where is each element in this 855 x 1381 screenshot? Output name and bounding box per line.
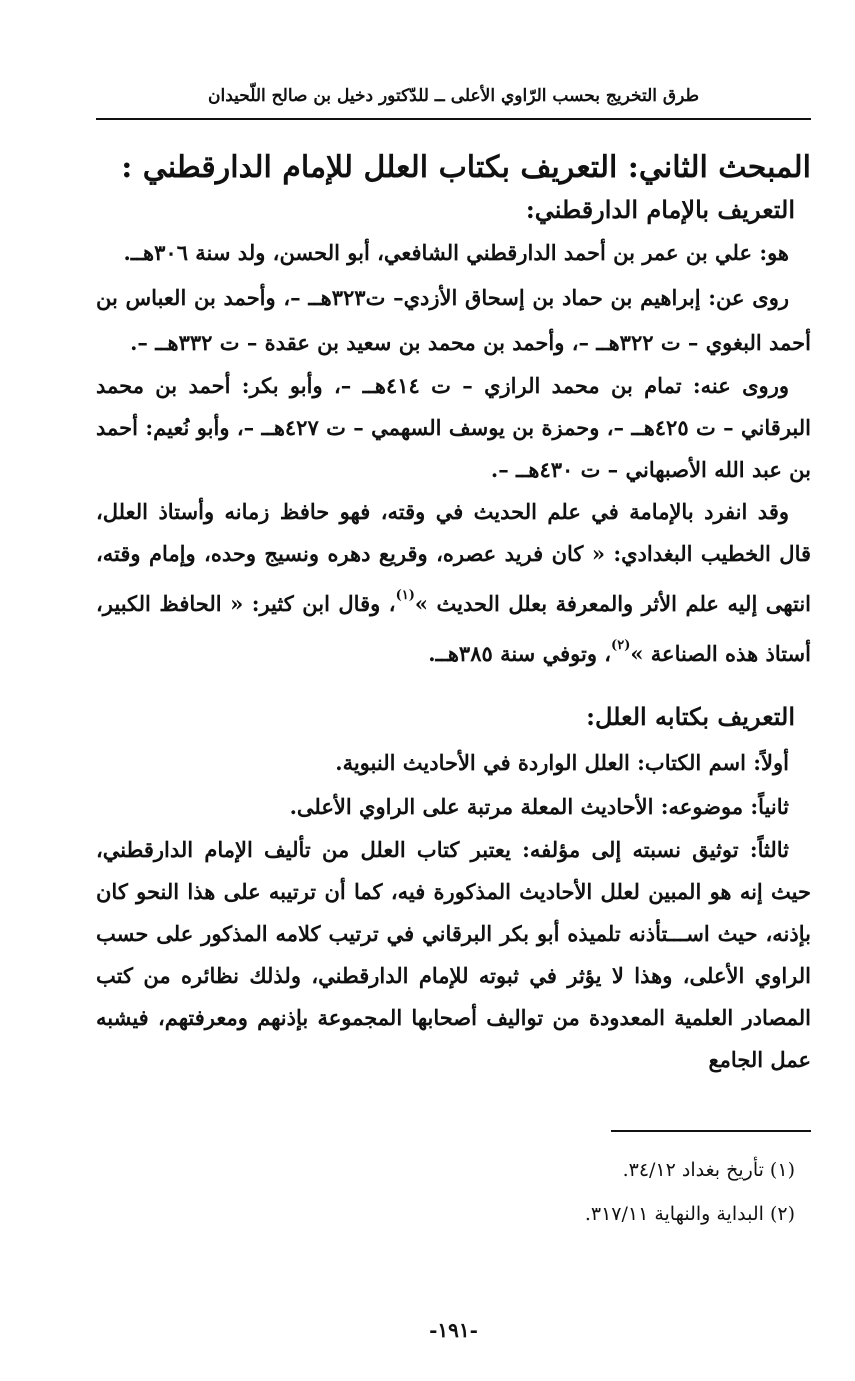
paragraph-praise bbox=[96, 491, 811, 675]
footnote-ref-2[interactable]: (٢) bbox=[611, 638, 631, 653]
footnote-1: (١) تأريخ بغداد ٣٤/١٢. bbox=[622, 1159, 795, 1181]
subsection-title-book: التعريف بكتابه العلل: bbox=[586, 702, 795, 731]
praise-text-1: وقد انفرد بالإمامة في علم الحديث في وقته، فهو حافظ زمانه وأستاذ العلل، قال الخطيب البغدادي: « كان فريد عصره، وقريع دهره ونسيج وحده، وإمام وقته، انتهى إليه علم الأثر والمعرفة بعلل الحديث » bbox=[96, 499, 812, 616]
footnote-2: (٢) البداية والنهاية ٣١٧/١١. bbox=[584, 1203, 795, 1225]
running-header: طرق التخريج بحسب الرّاوي الأعلى ــ للدّكتور دخيل بن صالح اللّحيدان bbox=[207, 86, 700, 106]
footnote-rule bbox=[611, 1130, 811, 1132]
praise-text-3: ، وتوفي سنة ٣٨٥هــ. bbox=[428, 641, 612, 666]
main-content bbox=[96, 146, 811, 1081]
list-item-first: أولاً: اسم الكتاب: العلل الواردة في الأحاديث النبوية. bbox=[335, 750, 789, 775]
footnote-ref-1[interactable]: (١) bbox=[395, 588, 415, 603]
header-rule bbox=[96, 118, 811, 120]
page-number: -١٩١- bbox=[429, 1318, 478, 1342]
footnotes bbox=[96, 1148, 811, 1236]
paragraph-third: ثالثاً: توثيق نسبته إلى مؤلفه: يعتبر كتاب العلل من تأليف الإمام الدارقطني، حيث إنه هو المبين لعلل الأحاديث المذكورة فيه، كما أن ترتيبه على هذا النحو كان بإذنه، حيث اســـتأذنه تلميذه أبو بكر البرقاني في ترتيب كلامه المذكور على حسب الراوي الأعلى، وهذا لا يؤثر في ثبوته للإمام الدارقطني، ولذلك نظائره من كتب المصادر العلمية المعدودة من تواليف أصحابها المجموعة بإذنهم ومعرفتهم، فيشبه عمل الجامع bbox=[96, 837, 811, 1072]
praise-text-2: ، وقال ابن كثير: « الحافظ الكبير، أستاذ هذه الصناعة » bbox=[96, 591, 811, 666]
subsection-title-imam: التعريف بالإمام الدارقطني: bbox=[525, 195, 795, 224]
paragraph-students: وروى عنه: تمام بن محمد الرازي – ت ٤١٤هــ –، وأبو بكر: أحمد بن محمد البرقاني – ت ٤٢٥هــ –، وحمزة بن يوسف السهمي – ت ٤٢٧هــ –، وأبو نُعيم: أحمد بن عبد الله الأصبهاني – ت ٤٣٠هــ –. bbox=[96, 373, 811, 482]
list-item-second: ثانياً: موضوعه: الأحاديث المعلة مرتبة على الراوي الأعلى. bbox=[289, 794, 789, 819]
paragraph-teachers: روى عن: إبراهيم بن حماد بن إسحاق الأزدي– ت٣٢٣هــ –، وأحمد بن العباس بن أحمد البغوي – ت ٣٢٢هــ –، وأحمد بن محمد بن سعيد بن عقدة – ت ٣٣٢هــ –. bbox=[96, 285, 811, 355]
book-page bbox=[96, 0, 811, 1381]
paragraph-identity: هو: علي بن عمر بن أحمد الدارقطني الشافعي، أبو الحسن، ولد سنة ٣٠٦هــ. bbox=[123, 240, 789, 265]
section-title: المبحث الثاني: التعريف بكتاب العلل للإمام الدارقطني : bbox=[121, 150, 811, 185]
